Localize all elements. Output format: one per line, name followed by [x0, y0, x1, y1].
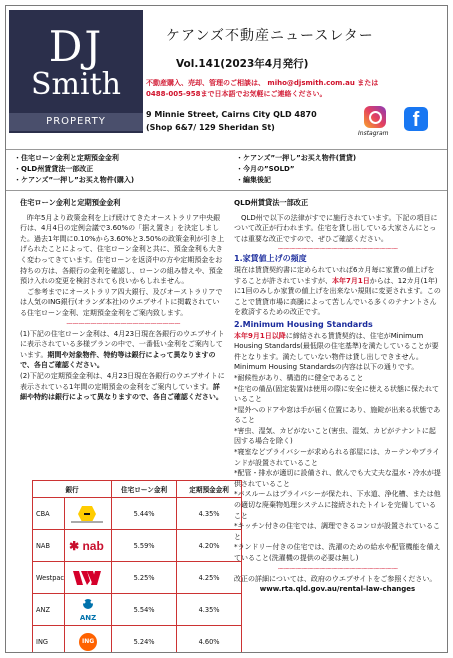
mortgage-rate: 5.59%	[112, 530, 177, 562]
item-1-text	[234, 265, 441, 318]
mortgage-rate: 5.25%	[112, 562, 177, 594]
list-item: *配管・排水が適切に設備され、飲んでも大丈夫な温水・冷水が提供されていること	[234, 469, 441, 488]
mortgage-rate: 5.44%	[112, 498, 177, 530]
table-row	[33, 498, 242, 530]
separator: ーーーーーーーーーーーーーーーーーーーー	[277, 245, 398, 254]
toc-left	[14, 153, 134, 186]
mortgage-rate: 5.54%	[112, 594, 177, 626]
toc-right	[236, 153, 356, 186]
list-item: *バスルームはプライバシーが保たれ、下水道、浄化槽、または他の適切な廃棄物処理システムに接続されたトイレを完備していること	[234, 490, 441, 520]
item-2-title: 2.Minimum Housing Standards	[234, 319, 373, 329]
table-header-row	[33, 481, 242, 498]
law-intro: QLD州で以下の法律がすでに施行されています。下記の項目について改正が行われます。住宅を貸し出している大家さんにとっては重要な改正ですので、ぜひご確認ください。	[234, 213, 438, 243]
table-header-bank: 銀行	[33, 481, 112, 498]
logo-text-smith: Smith	[31, 67, 121, 102]
item-2-date: 本年9月1日以降	[234, 331, 286, 340]
address-line-1: 9 Minnie Street, Cairns City QLD 4870	[146, 110, 317, 119]
table-row	[33, 594, 242, 626]
list-item: *住宅の備品(固定装置)は使用の際に安全に使える状態に保たれていること	[234, 384, 439, 404]
bank-name: Westpac	[33, 562, 65, 594]
deposit-rate: 4.20%	[177, 530, 242, 562]
table-row	[33, 530, 242, 562]
note-2-bold: 詳細や特約は銀行によって異なりますので、各自ご確認ください。	[20, 382, 223, 402]
table-header-deposit: 定期預金金利	[177, 481, 242, 498]
facebook-icon[interactable]: f	[404, 107, 428, 131]
newsletter-title: ケアンズ不動産ニュースレター	[166, 28, 374, 44]
instagram-label: Instagram	[358, 130, 389, 137]
cba-logo	[65, 498, 112, 530]
bank-name: ING	[33, 626, 65, 654]
bank-name: NAB	[33, 530, 65, 562]
toc-divider-bottom	[6, 190, 447, 191]
rates-table	[32, 480, 242, 653]
list-item: *屋外へのドアや窓は手が届く位置にあり、施錠が出来る状態であること	[234, 405, 441, 425]
rates-note-2	[20, 371, 226, 403]
note-1-bold: 期間や対象物件、特約等は銀行によって異なりますので、各自ご確認ください。	[20, 350, 216, 370]
deposit-rate: 4.25%	[177, 562, 242, 594]
toc-item: ・今月の”SOLD”	[236, 165, 295, 173]
item-2-text	[234, 331, 441, 373]
list-item: *ランドリー付きの住宅では、洗濯のための給水や配管機能を備えていること(洗濯機の提供の必要は無し)	[234, 543, 441, 562]
logo-text-property: PROPERTY	[9, 113, 143, 131]
deposit-rate: 4.60%	[177, 626, 242, 654]
item-1-text-b: からは、12カ月(1年)に1回のみしか家賃の値上げを出来ない規則に変更されます。このことで賃貸市場に高騰によって苦しんでいる多くのテナントさんを救済するための改正です。	[234, 276, 441, 317]
toc-item: ・ケアンズ”一押し”お买え物件(賃貸)	[236, 154, 357, 162]
dj-smith-logo	[9, 10, 143, 133]
mortgage-rate: 5.24%	[112, 626, 177, 654]
bank-name: CBA	[33, 498, 65, 530]
left-column	[20, 198, 226, 403]
bank-name: ANZ	[33, 594, 65, 626]
newsletter-page	[5, 5, 448, 653]
instagram-icon[interactable]	[364, 106, 386, 128]
separator: ーーーーーーーーーーーーーーーーーーー	[66, 319, 180, 328]
law-outro: 改正の詳細については、政府のウエブサイトをご参照ください。	[234, 574, 437, 583]
standards-list	[234, 373, 441, 564]
address-line-2: (Shop 6&7/ 129 Sheridan St)	[146, 123, 275, 132]
item-1-title: 1.家賃値上げの頻度	[234, 254, 307, 264]
note-2-text: (2)下記の定期預金金利は、4月23日現在各銀行のウエブサイトに表示されている1年間の定期預金の金利をご案内しています。	[20, 371, 225, 391]
toc-item: ・ケアンズ”一押し”お买え物件(購入)	[14, 176, 135, 184]
table-row	[33, 562, 242, 594]
list-item: *耐候性があり、構造的に健全であること	[234, 373, 364, 382]
item-2-text-a: に締結される賃貸契約は、住宅がMinimum Housing Standards(最低限の住宅基準)を満たしていることが要件となります。満たしていない物件は貸し出しできません。Minimum Housing Standardsの内容は以下の通りです。	[234, 331, 439, 372]
note-1-text: (1)下記の住宅ローン金利は、4月23日現在各銀行のウエブサイトに表示されている多様プランの中で、一番低い金利をご案内しています。	[20, 329, 225, 359]
section-heading-rates: 住宅ローン金利と定期預金金利	[20, 198, 121, 207]
rta-url-link[interactable]: www.rta.qld.gov.au/rental-law-changes	[259, 585, 416, 594]
separator: ーーーーーーーーーーーーーーーーーーーー	[277, 564, 398, 573]
anz-logo-text: ANZ	[79, 613, 97, 622]
rates-note-1	[20, 329, 226, 371]
section-heading-law: QLD州賃貸法一部改正	[234, 198, 309, 207]
list-item: *寝室などプライバシーが求められる部屋には、カーテンやブラインドが設置されていること	[234, 448, 440, 467]
contact-info	[146, 78, 442, 100]
ing-logo-text: ING	[79, 633, 97, 651]
list-item: *害虫、湿気、カビがないこと(害虫、湿気、カビがテナントに起因する場合を除く)	[234, 426, 436, 446]
nab-logo-text: nab	[82, 538, 104, 553]
item-1-text-a: 現在は賃貸契約書に定められていれば6カ月毎に家賃の値上げをすることが許されていますが、	[234, 265, 435, 285]
logo-text-dj: DJ	[48, 22, 104, 71]
address	[146, 108, 317, 134]
right-column	[234, 198, 441, 595]
rates-paragraph-2: ご参考までにオーストラリア四大銀行、及びオーストラリアでは人気のING銀行(オランダ本社)のウエブサイトに掲載されている住宅ローン金利、定期預金金利をご案内致します。	[20, 287, 223, 317]
toc-item: ・QLD州賃貸法一部改正	[14, 165, 94, 173]
item-1-date: 本年7月1日	[332, 276, 370, 285]
anz-logo	[65, 594, 112, 626]
deposit-rate: 4.35%	[177, 498, 242, 530]
toc-divider-top	[6, 149, 447, 150]
table-header-mortgage: 住宅ローン金利	[112, 481, 177, 498]
rates-paragraph-1: 昨年5月より政策金利を上げ続けてきたオーストラリア中央銀行は、4月4日の定例会議で3.60%の「据え置き」を決定しました。過去1年間に0.10%から3.60%と3.50%の政策金利が引き上げられたことによって、住宅ローン金利と共に、預金金利も大きく変わってきています。住宅ローンを返済中の方や定期預金をお持ちの方は、各銀行の金利を確認し、ローンの組み替えや、預金預け入れの変更を検討されても良いかもしれません。	[20, 213, 225, 286]
nab-logo: ✱ nab	[65, 530, 112, 562]
westpac-logo	[65, 562, 112, 594]
contact-line-2: 0488-005-958まで日本語でお気軽にご連絡ください。	[146, 90, 327, 98]
table-row	[33, 626, 242, 654]
volume-label: Vol.141(2023年4月発行)	[176, 58, 309, 70]
toc-item: ・住宅ローン金利と定期預金金利	[14, 154, 119, 162]
contact-line-1: 不動産購入、売却、管理のご相談は、 miho@djsmith.com.au または	[146, 79, 379, 87]
toc-item: ・編集後記	[236, 176, 271, 184]
deposit-rate: 4.35%	[177, 594, 242, 626]
ing-logo	[65, 626, 112, 654]
list-item: *キッチン付きの住宅では、調理できるコンロが設置されていること	[234, 522, 441, 541]
